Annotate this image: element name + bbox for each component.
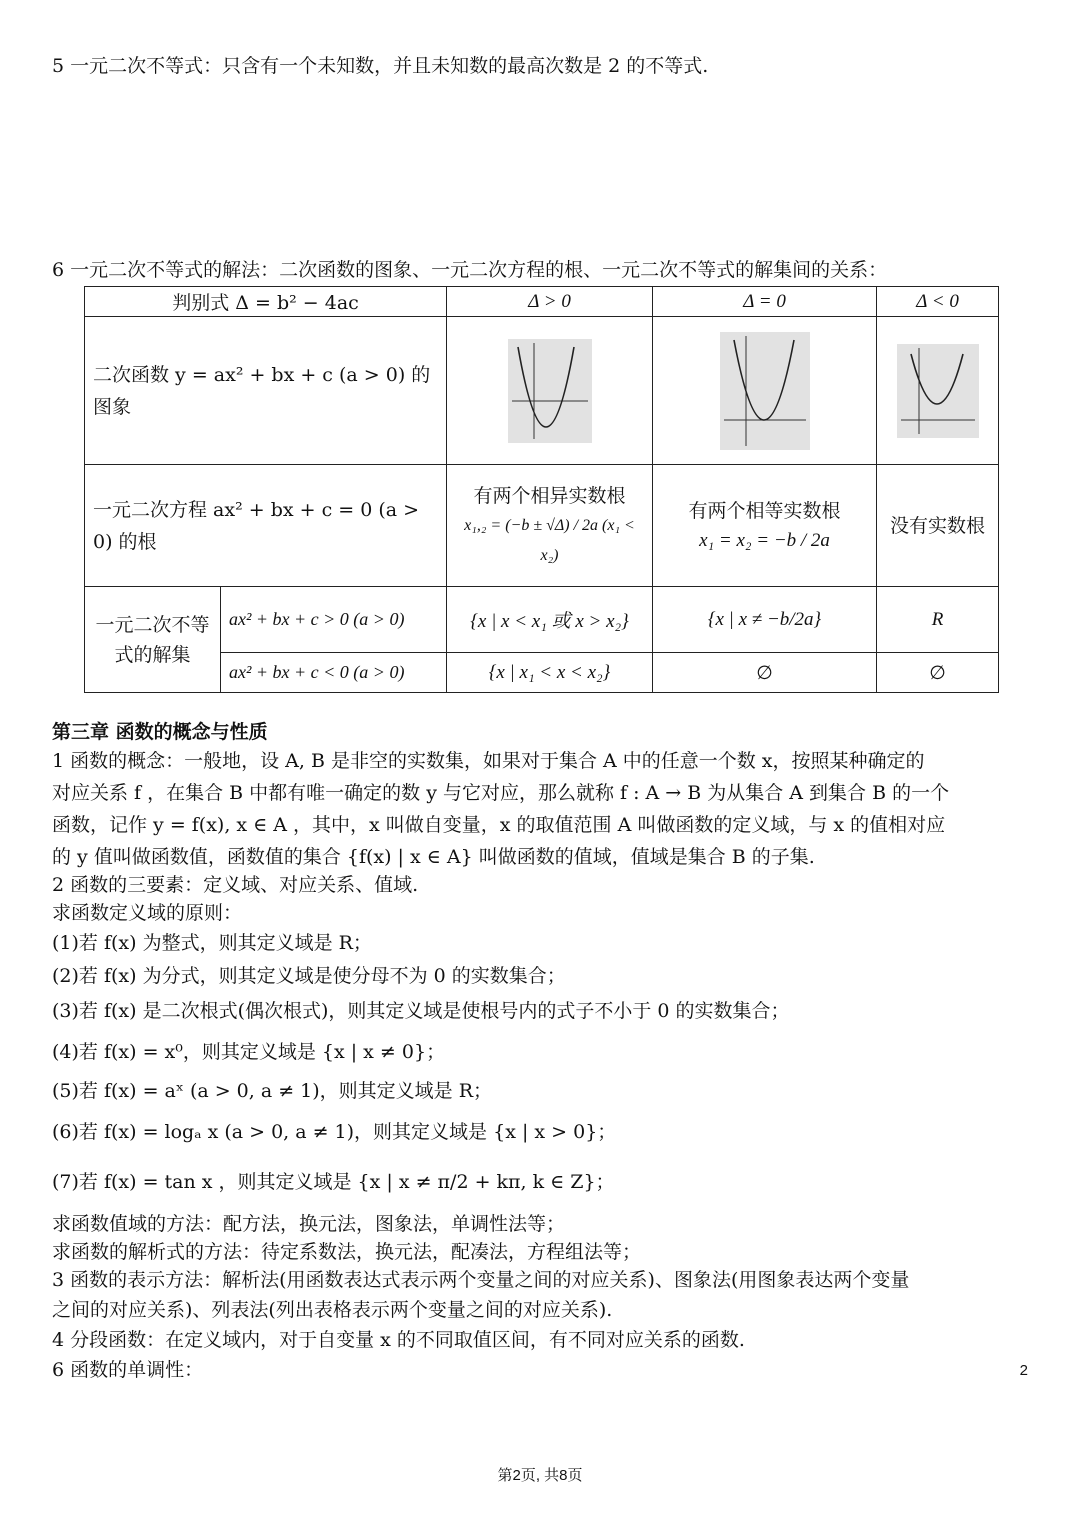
domain-rule-4: (4)若 f(x) = x⁰，则其定义域是 {x | x ≠ 0}； [52,1041,446,1063]
representation-line-1: 3 函数的表示方法：解析法(用函数表达式表示两个变量之间的对应关系)、图象法(用图象表达两个变量 [52,1269,910,1291]
table-row [85,653,999,693]
domain-rule-7: (7)若 f(x) = tan x ，则其定义域是 {x | x ≠ π/2 + kπ, k ∈ Z}； [52,1171,615,1193]
roots-zero-title: 有两个相等实数根 [688,499,841,522]
lt-delta-positive: {x | x₁ < x < x₂} [447,653,653,693]
roots-positive-title: 有两个相异实数根 [473,484,626,507]
function-concept-line-2: 对应关系 f ，在集合 B 中都有唯一确定的数 y 与它对应，那么就称 f : A → B 为从集合 A 到集合 B 的一个 [52,782,950,804]
roots-delta-negative: 没有实数根 [877,465,999,587]
monotonicity-heading: 6 函数的单调性： [52,1359,204,1381]
representation-line-2: 之间的对应关系)、列表法(列出表格表示两个变量之间的对应关系). [52,1299,613,1321]
header-discriminant: 判别式 Δ = b² − 4ac [85,287,447,317]
parabola-no-root-graph [897,344,979,438]
roots-delta-zero [653,465,877,587]
table-row [85,317,999,465]
chapter-title: 第三章 函数的概念与性质 [52,721,268,743]
inequality-row-label: 一元二次不等式的解集 [85,587,221,693]
header-delta-negative: Δ < 0 [877,287,999,317]
roots-zero-formula: x₁ = x₂ = −b / 2a [699,529,830,551]
item-6-heading: 6 一元二次不等式的解法：二次函数的图象、一元二次方程的根、一元二次不等式的解集间的关系： [52,259,888,281]
expression-methods: 求函数的解析式的方法：待定系数法，换元法，配凑法，方程组法等； [52,1241,642,1263]
parabola-two-roots-graph [508,339,592,443]
table-row [85,587,999,653]
page-number: 2 [1019,1362,1028,1379]
three-elements: 2 函数的三要素：定义域、对应关系、值域. [52,874,419,896]
function-concept-line-1: 1 函数的概念：一般地，设 A, B 是非空的实数集，如果对于集合 A 中的任意一个数 x，按照某种确定的 [52,750,925,772]
header-delta-positive: Δ > 0 [447,287,653,317]
domain-rule-5: (5)若 f(x) = aˣ (a > 0, a ≠ 1)，则其定义域是 R； [52,1080,493,1102]
domain-rule-6: (6)若 f(x) = logₐ x (a > 0, a ≠ 1)，则其定义域是 {x | x > 0}； [52,1121,617,1143]
domain-rules-heading: 求函数定义域的原则： [52,902,243,924]
domain-rule-1: (1)若 f(x) 为整式，则其定义域是 R； [52,932,372,954]
roots-positive-formula: x₁,₂ = (−b ± √Δ) / 2a (x₁ < x₂) [464,516,635,564]
roots-delta-positive [447,465,653,587]
piecewise-function: 4 分段函数：在定义域内，对于自变量 x 的不同取值区间，有不同对应关系的函数. [52,1329,745,1351]
parabola-one-root-graph [720,332,810,450]
gt-delta-positive: {x | x < x₁ 或 x > x₂} [447,587,653,653]
inequality-less-label: ax² + bx + c < 0 (a > 0) [221,653,447,693]
graph-row-label: 二次函数 y = ax² + bx + c (a > 0) 的图象 [85,317,447,465]
inequality-greater-label: ax² + bx + c > 0 (a > 0) [221,587,447,653]
function-concept-line-3: 函数，记作 y = f(x), x ∈ A ，其中，x 叫做自变量，x 的取值范围 A 叫做函数的定义域，与 x 的值相对应 [52,814,946,836]
range-methods: 求函数值域的方法：配方法，换元法，图象法，单调性法等； [52,1213,566,1235]
item-5-definition: 5 一元二次不等式：只含有一个未知数，并且未知数的最高次数是 2 的不等式. [52,55,709,77]
gt-delta-zero: {x | x ≠ −b/2a} [653,587,877,653]
quadratic-relationship-table [84,286,999,693]
gt-delta-negative: R [877,587,999,653]
table-row [85,287,999,317]
graph-delta-negative [877,317,999,465]
graph-delta-positive [447,317,653,465]
header-delta-zero: Δ = 0 [653,287,877,317]
domain-rule-3: (3)若 f(x) 是二次根式(偶次根式)，则其定义域是使根号内的式子不小于 0 的实数集合； [52,1000,790,1022]
lt-delta-negative: ∅ [877,653,999,693]
function-concept-line-4: 的 y 值叫做函数值，函数值的集合 {f(x) | x ∈ A} 叫做函数的值域，值域是集合 B 的子集. [52,846,815,868]
graph-delta-zero [653,317,877,465]
lt-delta-zero: ∅ [653,653,877,693]
page-footer: 第2页, 共8页 [497,1467,583,1484]
roots-row-label: 一元二次方程 ax² + bx + c = 0 (a > 0) 的根 [85,465,447,587]
domain-rule-2: (2)若 f(x) 为分式，则其定义域是使分母不为 0 的实数集合； [52,965,566,987]
table-row [85,465,999,587]
